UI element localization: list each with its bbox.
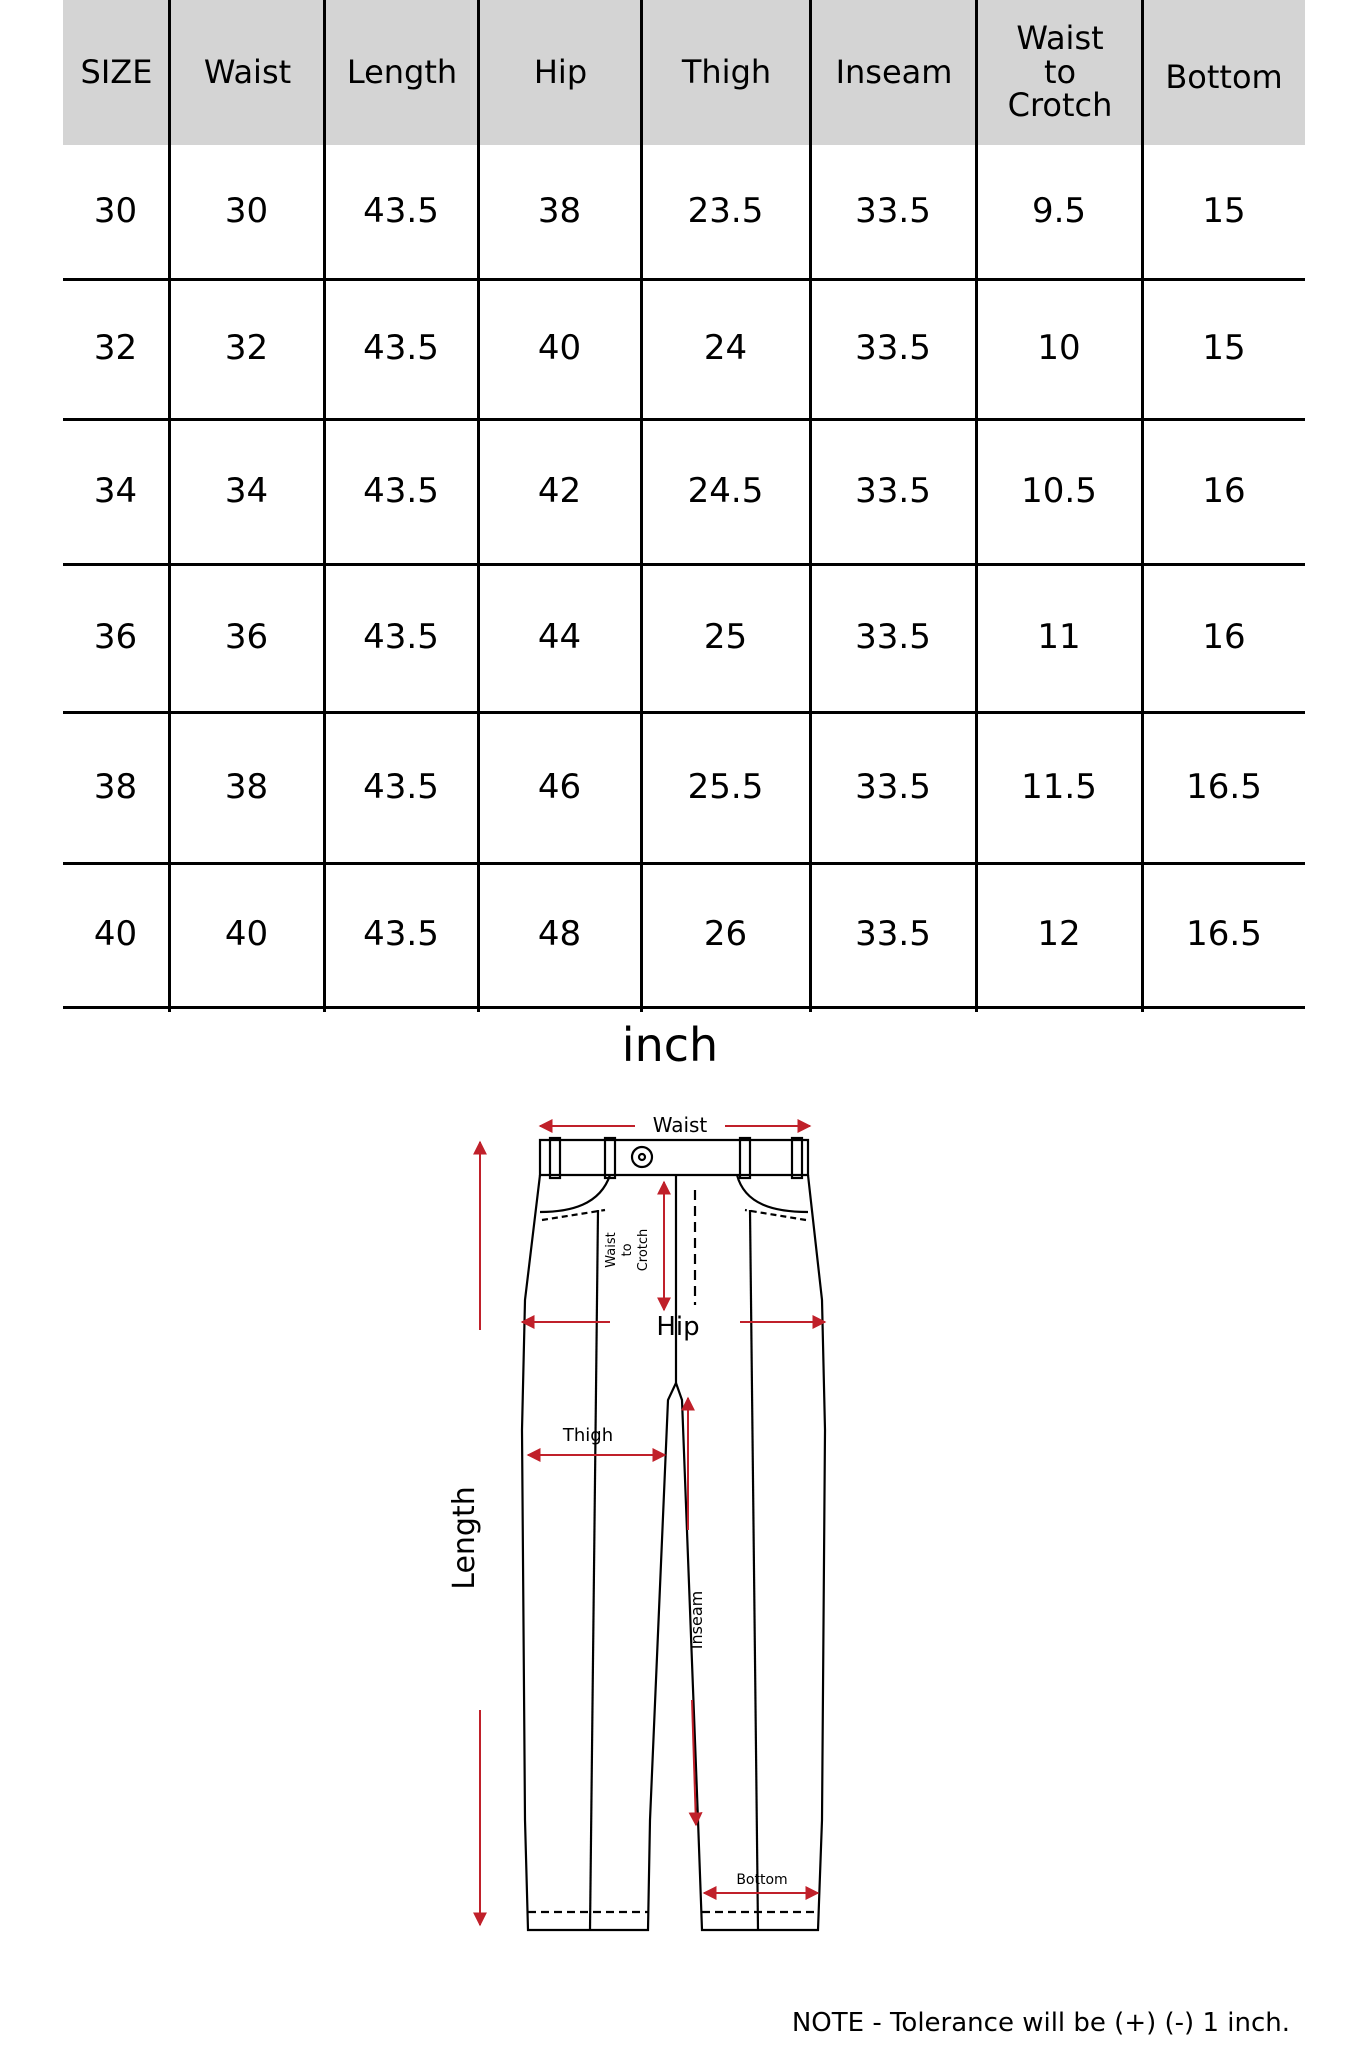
cell-size: 32	[93, 328, 138, 369]
cell-inseam: 33.5	[855, 617, 931, 658]
cell-length: 43.5	[363, 190, 439, 231]
cell-hip: 48	[537, 914, 582, 955]
cell-hip: 40	[537, 328, 582, 369]
cell-length: 43.5	[363, 328, 439, 369]
cell-bottom: 15	[1202, 328, 1246, 369]
row-divider	[63, 1006, 1305, 1009]
header-waist: Waist	[203, 52, 292, 91]
cell-hip: 44	[537, 617, 582, 658]
cell-thigh: 23.5	[687, 190, 764, 231]
cell-waist: 36	[224, 617, 269, 658]
cell-waist: 32	[224, 328, 269, 369]
cell-waist-to-crotch: 9.5	[1031, 190, 1087, 231]
cell-length: 43.5	[363, 914, 439, 955]
cell-inseam: 33.5	[855, 190, 931, 231]
cell-thigh: 25.5	[687, 766, 764, 807]
row-divider	[63, 418, 1305, 421]
diagram-label-waist-to-crotch	[604, 1229, 651, 1272]
cell-size: 34	[93, 470, 138, 511]
cell-waist-to-crotch: 10	[1037, 328, 1081, 369]
cell-bottom: 15	[1202, 190, 1246, 231]
cell-length: 43.5	[363, 766, 439, 807]
size-chart-table	[63, 0, 1305, 1012]
cell-bottom: 16	[1202, 617, 1246, 658]
header-bottom: Bottom	[1165, 57, 1283, 96]
tolerance-note: NOTE - Tolerance will be (+) (-) 1 inch.	[791, 2008, 1290, 2038]
diagram-label-hip: Hip	[656, 1312, 700, 1342]
cell-waist-to-crotch: 11	[1037, 617, 1081, 658]
cell-size: 40	[93, 914, 138, 955]
cell-inseam: 33.5	[855, 470, 931, 511]
header-size: SIZE	[80, 52, 153, 91]
column-divider	[477, 0, 480, 1012]
cell-bottom: 16.5	[1186, 766, 1262, 807]
header-waist-to-crotch	[977, 0, 1143, 145]
svg-text:Crotch: Crotch	[636, 1228, 651, 1272]
column-divider	[168, 0, 171, 1012]
header-length: Length	[346, 52, 458, 91]
cell-hip: 38	[537, 190, 582, 231]
cell-inseam: 33.5	[855, 914, 931, 955]
svg-text:to: to	[620, 1243, 635, 1257]
column-divider	[1141, 0, 1144, 1012]
column-divider	[975, 0, 978, 1012]
cell-waist-to-crotch: 11.5	[1021, 766, 1097, 807]
column-divider	[640, 0, 643, 1012]
pants-outline	[522, 1138, 825, 1930]
cell-waist: 30	[224, 190, 269, 231]
cell-size: 30	[93, 190, 138, 231]
cell-inseam: 33.5	[855, 328, 931, 369]
cell-bottom: 16.5	[1186, 914, 1262, 955]
cell-hip: 46	[537, 766, 582, 807]
header-hip: Hip	[533, 52, 588, 91]
cell-thigh: 25	[703, 617, 748, 658]
diagram-label-inseam: Inseam	[687, 1590, 706, 1650]
cell-size: 36	[93, 617, 138, 658]
row-divider	[63, 862, 1305, 865]
pants-measurement-diagram	[440, 1100, 860, 1940]
cell-waist: 38	[224, 766, 269, 807]
diagram-label-thigh: Thigh	[562, 1425, 614, 1446]
row-divider	[63, 711, 1305, 714]
unit-label: inch	[621, 1018, 719, 1072]
row-divider	[63, 563, 1305, 566]
cell-inseam: 33.5	[855, 766, 931, 807]
header-wtc-line-2: to	[1043, 52, 1077, 91]
cell-size: 38	[93, 766, 138, 807]
row-divider	[63, 278, 1305, 281]
cell-waist-to-crotch: 10.5	[1021, 470, 1097, 511]
cell-thigh: 24.5	[687, 470, 764, 511]
svg-text:Waist: Waist	[604, 1232, 619, 1268]
diagram-label-waist: Waist	[652, 1113, 708, 1137]
diagram-label-length: Length	[447, 1486, 482, 1590]
header-wtc-line-3: Crotch	[1007, 86, 1113, 125]
header-thigh: Thigh	[681, 52, 772, 91]
header-wtc-line-1: Waist	[1016, 19, 1104, 58]
column-divider	[809, 0, 812, 1012]
cell-waist: 40	[224, 914, 269, 955]
column-divider	[323, 0, 326, 1012]
cell-length: 43.5	[363, 617, 439, 658]
cell-waist: 34	[224, 470, 269, 511]
header-inseam: Inseam	[835, 52, 953, 91]
diagram-label-bottom: Bottom	[736, 1872, 788, 1888]
cell-waist-to-crotch: 12	[1037, 914, 1081, 955]
cell-hip: 42	[537, 470, 582, 511]
cell-length: 43.5	[363, 470, 439, 511]
cell-thigh: 26	[703, 914, 748, 955]
cell-bottom: 16	[1202, 470, 1246, 511]
cell-thigh: 24	[703, 328, 748, 369]
